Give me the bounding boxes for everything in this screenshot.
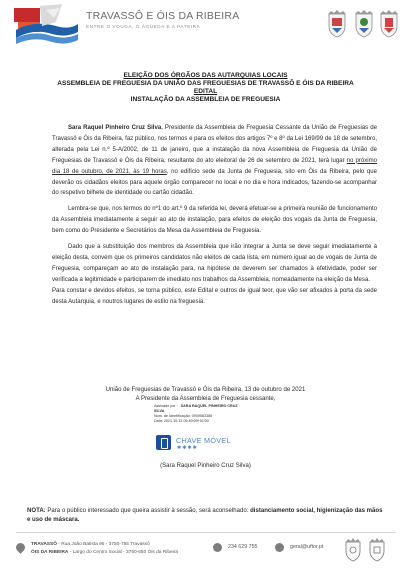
footer — [0, 538, 411, 574]
footer-phone[interactable]: 234 629 755 — [228, 544, 258, 550]
coat-of-arms-icon — [325, 10, 349, 38]
edital-title: EDITAL — [193, 88, 218, 95]
paragraph-3: Dado que a substituição dos membros da Assembleia que irão integrar a Junta se deve seguir imediatamente à eleição desta, convém que os primeiros candidatos não eleitos de cada lista, em número igual ao de vogais de Junta de Freguesia, compareçam ao ato de instalação para, na hipótese de deverem ser chamados à efetividade, poder ser verificada a legitimidade e participarem de imediato nos trabalhos da Assembleia, nomeadamente na eleição da Mesa. — [52, 244, 377, 283]
email-icon — [275, 543, 284, 552]
signature-date: Data: 2021.10.13 09:49:09+01'00' — [154, 419, 210, 423]
installation-title: INSTALAÇÃO DA ASSEMBLEIA DE FREGUESIA — [130, 96, 281, 103]
note-text: Para o público interessado que queira assistir à sessão, será aconselhado: — [45, 508, 251, 514]
phone-icon — [213, 543, 222, 552]
coat-of-arms-icon — [368, 538, 386, 562]
signer-name-part1: SARA RAQUEL PINHEIRO CRUZ — [180, 404, 238, 408]
signer-printed-name: (Sara Raquel Pinheiro Cruz Silva) — [160, 463, 251, 469]
session-date: no próximo dia 18 de outubro, de 2021, às 19 horas — [52, 157, 378, 175]
paragraph-4: Para constar e devidos efeitos, se torna público, este Edital e outros de igual teor, que vão ser afixados à porta da sede desta Autarquia, e noutros lugares de estilo na freguesia. — [52, 287, 377, 305]
coat-of-arms-icon — [377, 10, 401, 38]
place-date-line: União de Freguesias de Travassô e Óis da Ribeira, 13 de outubro de 2021 — [105, 387, 306, 393]
note-highlight: distanciamento social, higienização das mãos e uso de máscara. — [27, 508, 383, 523]
paragraph-2: Lembra-se que, nos termos do nº1 do art.º 9 da referida lei, deverá efetuar-se a primeira reunião de funcionamento da Assembleia imediatamente a seguir ao ato de instalação, para efeitos de eleição dos vogais da Junta de Freguesia, bem como do Presidente e Secretários da Mesa da Assembleia de Freguesia. — [52, 206, 377, 235]
brand — [86, 10, 239, 29]
address-travasso — [31, 542, 150, 547]
letterhead — [0, 0, 411, 48]
election-title: ELEIÇÃO DOS ÓRGÃOS DAS AUTARQUIAS LOCAIS — [123, 72, 288, 79]
president-name: Sara Raquel Pinheiro Cruz Silva — [68, 125, 162, 131]
address-travasso-name: TRAVASSÔ — [31, 542, 57, 547]
chave-movel-badge — [156, 432, 266, 454]
paragraph-1-text-a: , Presidente da Assembleia de Freguesia Cessante da União de Freguesias de Travassô e Óis da Ribeira, faz público, nos termos e para os efeitos dos artigos 7º e 8º da Lei 169/99 de 18 de setembro, alterada pela Lei n.º 5-A/2002, de 11 de janeiro, que a instalação da nova Assembleia de Freguesia da União de Freguesias de Travassô e Óis da Ribeira, resultante do ato eleitoral de 26 de setembro de 2021, terá lugar — [52, 125, 377, 164]
phone-key-icon — [156, 435, 171, 450]
parish-logo-icon — [12, 2, 80, 46]
brand-subtitle: ENTRE O VOUGA, O ÁGUEDA E A PATEIRA — [86, 24, 201, 29]
chave-movel-stars: ✱✱✱✱ — [177, 445, 198, 451]
location-pin-icon — [14, 541, 27, 554]
note-label: NOTA: — [27, 508, 46, 514]
footer-email[interactable]: geral@uftor.pt — [290, 544, 324, 550]
signatory-role: A Presidente da Assembleia de Freguesia cessante, — [135, 396, 276, 402]
edital-body — [52, 123, 377, 308]
footer-divider — [16, 532, 396, 533]
coat-of-arms-icon — [344, 538, 362, 562]
signer-name-part2: SILVA — [154, 409, 165, 413]
address-ois-name: ÓIS DA RIBEIRA — [31, 550, 69, 555]
digital-signature — [154, 404, 274, 451]
coat-of-arms-icon — [352, 10, 376, 38]
paragraph-1-text-b: , no edifício sede da Junta de Freguesia, sito em Óis da Ribeira, pelo que deverão os cidadãos eleitos para aquele órgão comparecer no local e no dia e hora indicados, fazendo-se acompanhar do respetivo bilhete de identidade ou cartão cidadão. — [52, 168, 378, 197]
address-ois — [31, 550, 178, 555]
signer-id: Num. de Identificação: 0909563386 — [154, 414, 213, 418]
address-travasso-text: - Rua João Batista 95 - 3750-755 Travassô — [56, 542, 150, 547]
signature-label: Assinado por : — [154, 404, 178, 408]
document-titles — [20, 72, 391, 104]
paragraph-1 — [52, 123, 377, 199]
address-ois-text: - Largo do Centro Social - 3750-650 Óis da Ribeira — [68, 550, 178, 555]
chave-movel-label: CHAVE MÓVEL — [176, 436, 231, 445]
assembly-title: ASSEMBLEIA DE FREGUESIA DA UNIÃO DAS FREGUESIAS DE TRAVASSÔ E ÓIS DA RIBEIRA — [57, 80, 354, 87]
brand-title: TRAVASSÔ E ÓIS DA RIBEIRA — [86, 10, 240, 22]
public-note — [27, 507, 387, 525]
